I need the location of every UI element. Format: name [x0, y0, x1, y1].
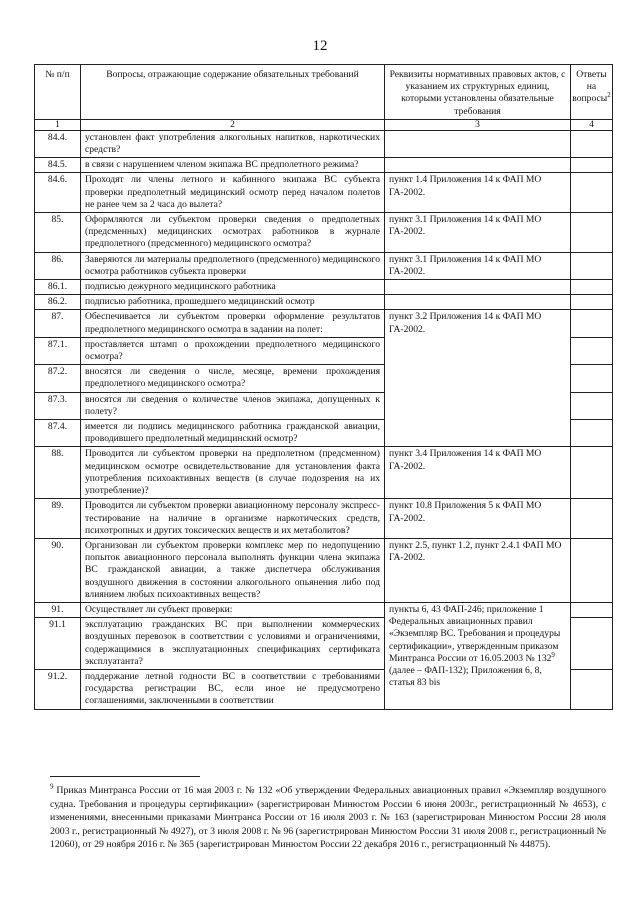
- row-number: 87.: [35, 310, 81, 337]
- table-row: [35, 158, 613, 173]
- row-answer-cell[interactable]: [571, 420, 613, 447]
- table-row: [35, 538, 613, 602]
- row-number: 86.2.: [35, 295, 81, 310]
- row-question: поддержание летной годности ВС в соответствии с требованиями государства регистрации ВС, если иное не предусмотрено соглашениями, заключенными в соответствии: [81, 669, 385, 709]
- header-answers-text: Ответы на вопросы: [572, 69, 608, 105]
- row-answer-cell[interactable]: [571, 158, 613, 173]
- row-question: вносятся ли сведения о числе, месяце, времени прохождения предполетного медицинского осмотра?: [81, 365, 385, 392]
- ref-merged-text-tail: (далее – ФАП-132); Приложения 6, 8, статья 83 bis: [389, 664, 542, 689]
- row-question: установлен факт употребления алкогольных напитков, наркотических средств?: [81, 130, 385, 157]
- row-reference: [385, 295, 571, 310]
- requirements-table: [34, 64, 613, 710]
- footnote-divider: [50, 776, 200, 777]
- row-answer-cell[interactable]: [571, 618, 613, 670]
- column-index: 3: [385, 119, 571, 130]
- row-answer-cell[interactable]: [571, 173, 613, 213]
- row-question: Заверяются ли материалы предполетного (предсменного) медицинского осмотра работников субъекта проверки: [81, 252, 385, 279]
- table-row: [35, 295, 613, 310]
- row-reference: пункт 1.4 Приложения 14 к ФАП МО ГА-2002.: [385, 173, 571, 213]
- column-index: 2: [81, 119, 385, 130]
- footnote-ref-marker: 9: [551, 650, 555, 659]
- column-index: 4: [571, 119, 613, 130]
- table-row: [35, 499, 613, 539]
- row-number: 90.: [35, 538, 81, 602]
- row-reference: пункт 2.5, пункт 1.2, пункт 2.4.1 ФАП МО ГА-2002.: [385, 538, 571, 602]
- row-number: 89.: [35, 499, 81, 539]
- row-reference: пункт 3.4 Приложения 14 к ФАП МО ГА-2002.: [385, 447, 571, 499]
- table-row: [35, 252, 613, 279]
- row-answer-cell[interactable]: [571, 310, 613, 337]
- row-question: подписью работника, прошедшего медицинский осмотр: [81, 295, 385, 310]
- row-number: 86.1.: [35, 280, 81, 295]
- row-answer-cell[interactable]: [571, 295, 613, 310]
- row-question: Проводится ли субъектом проверки на предполетном (предсменном) медицинском осмотре освидетельствование для установления факта употребления психоактивных веществ (в случае подозрения на их употребление)?: [81, 447, 385, 499]
- header-question: Вопросы, отражающие содержание обязательных требований: [81, 65, 385, 120]
- table-row: [35, 447, 613, 499]
- row-reference: пункт 3.2 Приложения 14 к ФАП МО ГА-2002.: [385, 310, 571, 447]
- header-answers-sup: 2: [607, 91, 611, 100]
- table-row: [35, 173, 613, 213]
- row-number: 87.2.: [35, 365, 81, 392]
- row-answer-cell[interactable]: [571, 130, 613, 157]
- row-answer-cell[interactable]: [571, 337, 613, 364]
- row-number: 91.2.: [35, 669, 81, 709]
- row-question: эксплуатацию гражданских ВС при выполнении коммерческих воздушных перевозок в соответствии с условиями и ограничениями, содержащимися в эксплуатационных спецификациях сертификата эксплуатанта?: [81, 618, 385, 670]
- row-reference: пункт 3.1 Приложения 14 к ФАП МО ГА-2002.: [385, 252, 571, 279]
- footnote: [50, 784, 606, 852]
- row-number: 85.: [35, 213, 81, 253]
- table-row: [35, 280, 613, 295]
- row-reference: [385, 280, 571, 295]
- row-reference-merged: [385, 602, 571, 709]
- row-answer-cell[interactable]: [571, 602, 613, 617]
- row-answer-cell[interactable]: [571, 538, 613, 602]
- row-number: 87.1.: [35, 337, 81, 364]
- row-answer-cell[interactable]: [571, 392, 613, 419]
- header-answers: [571, 65, 613, 120]
- row-number: 91.: [35, 602, 81, 617]
- row-question: проставляется штамп о прохождении предполетного медицинского осмотра?: [81, 337, 385, 364]
- row-question: Осуществляет ли субъект проверки:: [81, 602, 385, 617]
- row-number: 84.5.: [35, 158, 81, 173]
- row-question: имеется ли подпись медицинского работника гражданской авиации, проводившего предполетный медицинский осмотр?: [81, 420, 385, 447]
- row-reference: [385, 158, 571, 173]
- footnote-text: Приказ Минтранса России от 16 мая 2003 г. № 132 «Об утверждении Федеральных авиационных правил «Экземпляр воздушного судна. Требования и процедуры сертификации» (зарегистрирован Минюстом России 6 июня 2003г., регистрационный № 4653), с изменениями, внесенными приказами Минтранса России от 16 июля 2003 г. № 163 (зарегистрирован Минюстом России 28 июля 2003 г., регистрационный № 4927), от 3 июля 2008 г. № 96 (зарегистрирован Минюстом России 31 июля 2008 г., регистрационный № 12060), от 29 ноября 2016 г. № 365 (зарегистрирован Минюстом России 22 декабря 2016 г., регистрационный № 44875).: [50, 785, 606, 851]
- row-number: 88.: [35, 447, 81, 499]
- table-row: [35, 602, 613, 617]
- table-row: [35, 310, 613, 337]
- row-question: Оформляются ли субъектом проверки сведения о предполетных (предсменных) медицинских осмотрах работников в журнале предполетного (предсменного) медицинского осмотра?: [81, 213, 385, 253]
- row-number: 84.6.: [35, 173, 81, 213]
- row-answer-cell[interactable]: [571, 213, 613, 253]
- row-answer-cell[interactable]: [571, 252, 613, 279]
- row-question: вносятся ли сведения о количестве членов экипажа, допущенных к полету?: [81, 392, 385, 419]
- footnote-marker: 9: [50, 782, 54, 791]
- header-reference: Реквизиты нормативных правовых актов, с указанием их структурных единиц, которыми установлены обязательные требования: [385, 65, 571, 120]
- table-row: [35, 130, 613, 157]
- row-reference: пункт 3.1 Приложения 14 к ФАП МО ГА-2002.: [385, 213, 571, 253]
- table-row: [35, 213, 613, 253]
- row-answer-cell[interactable]: [571, 499, 613, 539]
- row-answer-cell[interactable]: [571, 365, 613, 392]
- column-index: 1: [35, 119, 81, 130]
- row-question: в связи с нарушением членом экипажа ВС предполетного режима?: [81, 158, 385, 173]
- row-answer-cell[interactable]: [571, 280, 613, 295]
- row-reference: [385, 130, 571, 157]
- row-answer-cell[interactable]: [571, 669, 613, 709]
- row-number: 84.4.: [35, 130, 81, 157]
- ref-merged-text: пункты 6, 43 ФАП-246; приложение 1 Федеральных авиационных правил «Экземпляр ВС. Требования и процедуры сертификации», утвержденным приказом Минтранса России от 16.05.2003 № 132: [389, 603, 561, 664]
- page-number: 12: [312, 38, 328, 54]
- row-question: Проводится ли субъектом проверки авиационному персоналу экспресс-тестирование на наличие в организме наркотических средств, психотропных и других токсических веществ и их метаболитов?: [81, 499, 385, 539]
- table-header-row: [35, 65, 613, 120]
- row-question: Проходят ли члены летного и кабинного экипажа ВС субъекта проверки предполетный медицинский осмотр перед началом полетов не ранее чем за 2 часа до вылета?: [81, 173, 385, 213]
- row-number: 86.: [35, 252, 81, 279]
- row-number: 87.3.: [35, 392, 81, 419]
- row-answer-cell[interactable]: [571, 447, 613, 499]
- column-index-row: [35, 119, 613, 130]
- header-num: № п/п: [35, 65, 81, 120]
- row-number: 91.1: [35, 618, 81, 670]
- row-question: подписью дежурного медицинского работника: [81, 280, 385, 295]
- row-reference: пункт 10.8 Приложения 5 к ФАП МО ГА-2002.: [385, 499, 571, 539]
- row-question: Обеспечивается ли субъектом проверки оформление результатов предполетного медицинского осмотра в задании на полет:: [81, 310, 385, 337]
- row-question: Организован ли субъектом проверки комплекс мер по недопущению попыток авиационного персонала выполнять функции члена экипажа ВС гражданской авиации, а также диспетчера обслуживания воздушного движения в состоянии алкогольного опьянения либо под влиянием любых психоактивных веществ?: [81, 538, 385, 602]
- row-number: 87.4.: [35, 420, 81, 447]
